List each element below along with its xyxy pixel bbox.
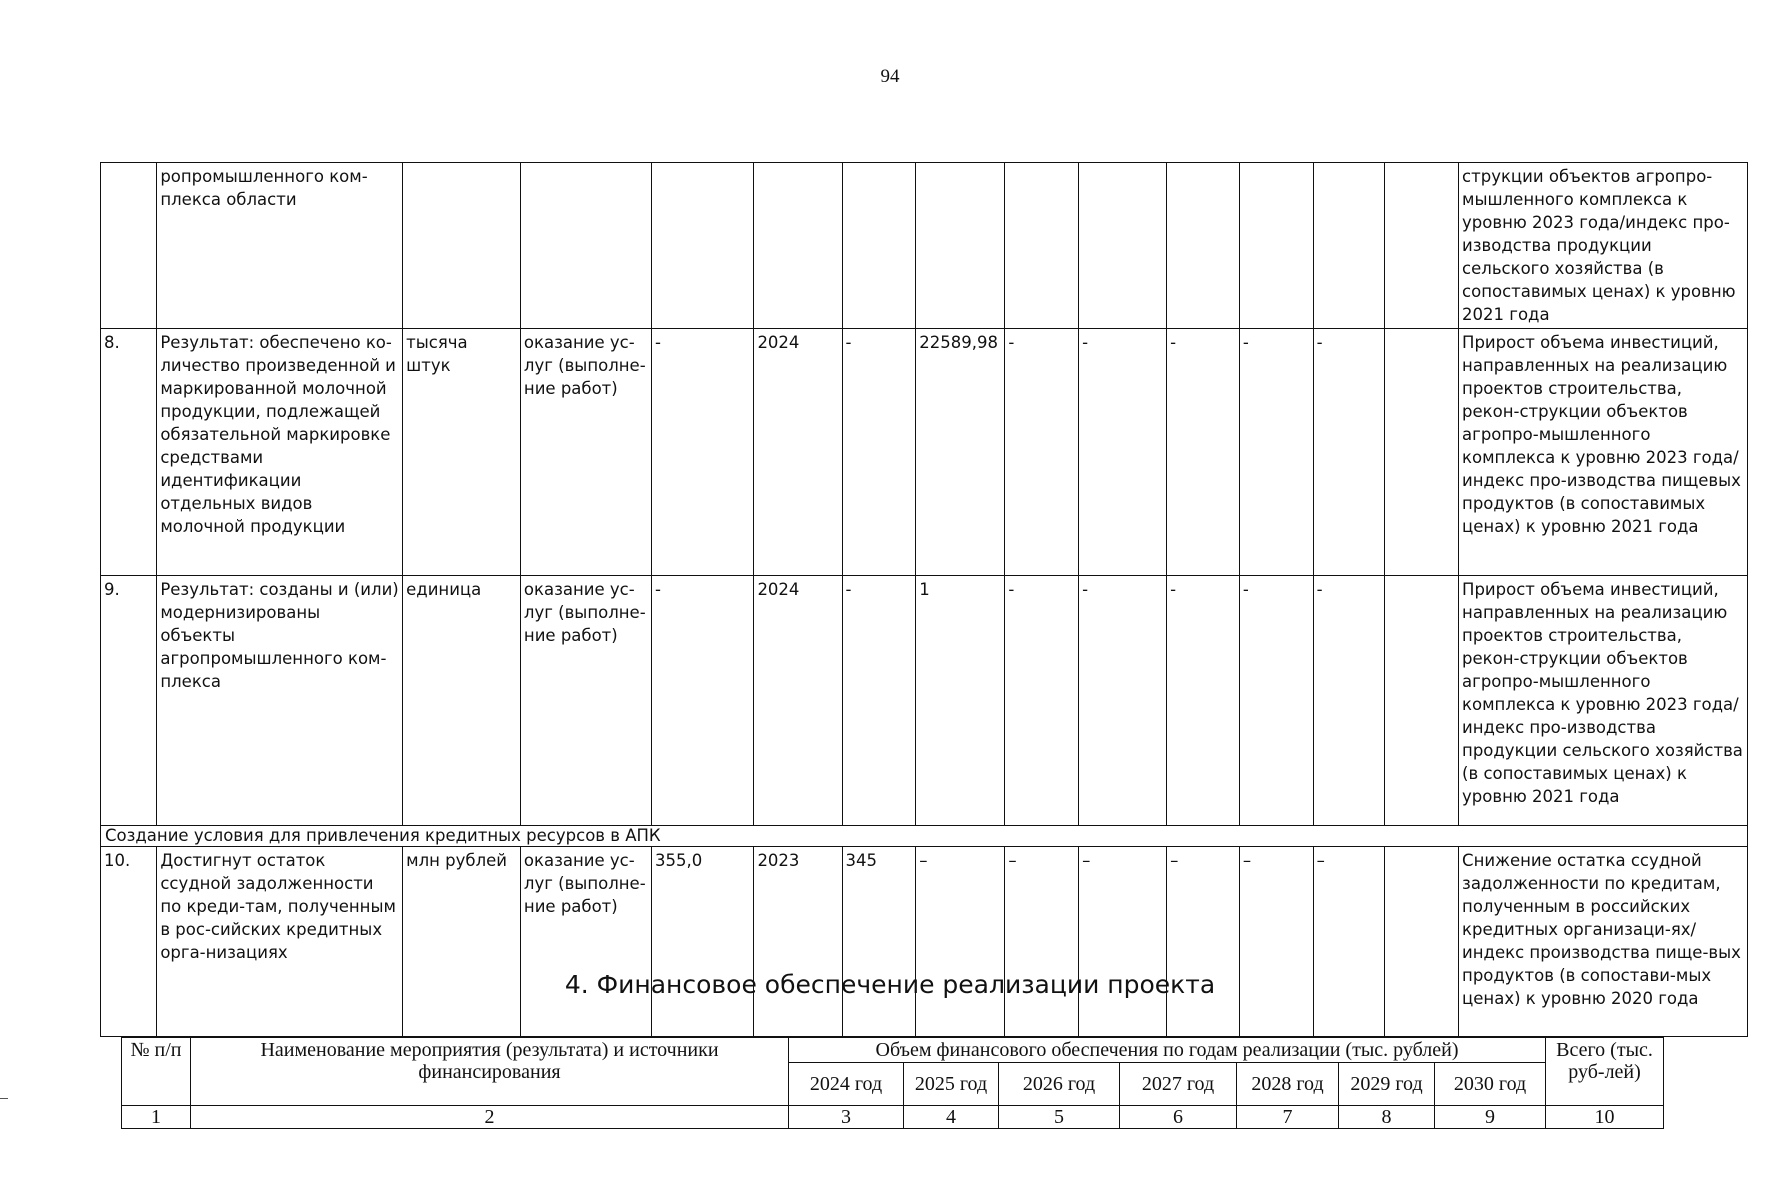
cell-type: оказание ус-луг (выполне-ние работ) [520,576,651,826]
cell-name: Результат: созданы и (или) модернизированы объекты агропромышленного ком-плекса [157,576,403,826]
cell-y2024: 22589,98 [916,329,1005,576]
column-number: 2 [191,1106,789,1129]
cell-y2025: – [1005,847,1079,1037]
year-header: 2026 год [999,1063,1120,1106]
cell-y2026: – [1079,847,1167,1037]
section-title: 4. Финансовое обеспечение реализации проекта [564,970,1216,999]
cell-base-year [754,163,842,329]
column-number: 1 [122,1106,191,1129]
cell-type [520,163,651,329]
cell-y2025: - [1005,329,1079,576]
header-name: Наименование мероприятия (результата) и источники финансирования [191,1038,789,1106]
table-row [101,576,1748,826]
cell-y2024: 1 [916,576,1005,826]
cell-y2024: – [916,847,1005,1037]
page-number: 94 [880,66,900,87]
year-header: 2027 год [1120,1063,1237,1106]
cell-y2027: – [1167,847,1240,1037]
column-number: 7 [1237,1106,1339,1129]
column-number: 3 [789,1106,904,1129]
cell-unit: млн рублей [403,847,521,1037]
cell-indicator: струкции объектов агропро-мышленного комплекса к уровню 2023 года/индекс про-изводства продукции сельского хозяйства (в сопоставимых ценах) к уровню 2021 года [1459,163,1748,329]
cell-y2026: - [1079,329,1167,576]
cell-y2029: – [1313,847,1385,1037]
year-header: 2028 год [1237,1063,1339,1106]
cell-indicator: Прирост объема инвестиций, направленных на реализацию проектов строительства, рекон-струкции объектов агропро-мышленного комплекса к уровню 2023 года/индекс про-изводства пищевых продуктов (в сопоставимых ценах) к уровню 2021 года [1459,329,1748,576]
header-total: Всего (тыс. руб-лей) [1546,1038,1664,1106]
year-header: 2024 год [789,1063,904,1106]
column-number: 10 [1546,1106,1664,1129]
cell-y2025: - [1005,576,1079,826]
cell-y2027: - [1167,329,1240,576]
year-header: 2029 год [1339,1063,1435,1106]
cell-name: Результат: обеспечено ко-личество произведенной и маркированной молочной продукции, подлежащей обязательной маркировке средствами идентификации отдельных видов молочной продукции [157,329,403,576]
cell-num [101,163,157,329]
cell-unit: единица [403,576,521,826]
cell-base-value [652,163,754,329]
column-number: 5 [999,1106,1120,1129]
cell-num: 9. [101,576,157,826]
cell-y2023: - [842,576,916,826]
cell-base-year: 2024 [754,329,842,576]
column-number: 6 [1120,1106,1237,1129]
column-number: 8 [1339,1106,1435,1129]
cell-name: ропромышленного ком-плекса области [157,163,403,329]
cell-base-year: 2023 [754,847,842,1037]
table-row [101,847,1748,1037]
cell-y2026 [1079,163,1167,329]
cell-y2029: - [1313,329,1385,576]
cell-base-value: - [652,329,754,576]
cell-y2028: - [1239,576,1313,826]
column-number: 9 [1435,1106,1546,1129]
header-num: № п/п [122,1038,191,1106]
cell-unit [403,163,521,329]
cell-y2027 [1167,163,1240,329]
cell-num: 10. [101,847,157,1037]
cell-y2023: 345 [842,847,916,1037]
cell-y2025 [1005,163,1079,329]
cell-indicator: Прирост объема инвестиций, направленных на реализацию проектов строительства, рекон-струкции объектов агропро-мышленного комплекса к уровню 2023 года/индекс про-изводства продукции сельского хозяйства (в сопоставимых ценах) к уровню 2021 года [1459,576,1748,826]
year-header: 2030 год [1435,1063,1546,1106]
cell-y2030 [1385,576,1459,826]
cell-indicator: Снижение остатка ссудной задолженности по кредитам, полученным в российских кредитных организаци-ях/индекс производства пище-вых продуктов (в сопостави-мых ценах) к уровню 2020 года [1459,847,1748,1037]
cell-y2027: - [1167,576,1240,826]
year-header: 2025 год [904,1063,999,1106]
cell-y2024 [916,163,1005,329]
cell-num: 8. [101,329,157,576]
cell-base-value: 355,0 [652,847,754,1037]
finance-table [121,1037,1664,1129]
results-table [100,162,1748,1037]
cell-y2030 [1385,163,1459,329]
cell-y2030 [1385,329,1459,576]
cell-unit: тысяча штук [403,329,521,576]
section-row [101,826,1748,847]
cell-y2029 [1313,163,1385,329]
table-row [101,163,1748,329]
cell-y2023 [842,163,916,329]
cell-y2028: – [1239,847,1313,1037]
cell-type: оказание ус-луг (выполне-ние работ) [520,329,651,576]
section-label: Создание условия для привлечения кредитных ресурсов в АПК [101,826,1748,847]
cell-y2029: - [1313,576,1385,826]
column-number: 4 [904,1106,999,1129]
cell-y2028: - [1239,329,1313,576]
cell-base-value: - [652,576,754,826]
cell-name: Достигнут остаток ссудной задолженности по креди-там, полученным в рос-сийских кредитных орга-низациях [157,847,403,1037]
cell-type: оказание ус-луг (выполне-ние работ) [520,847,651,1037]
cell-y2023: - [842,329,916,576]
cell-y2030 [1385,847,1459,1037]
margin-mark [0,1098,8,1099]
cell-base-year: 2024 [754,576,842,826]
cell-y2028 [1239,163,1313,329]
header-volume: Объем финансового обеспечения по годам реализации (тыс. рублей) [789,1038,1546,1063]
table-row [101,329,1748,576]
cell-y2026: - [1079,576,1167,826]
